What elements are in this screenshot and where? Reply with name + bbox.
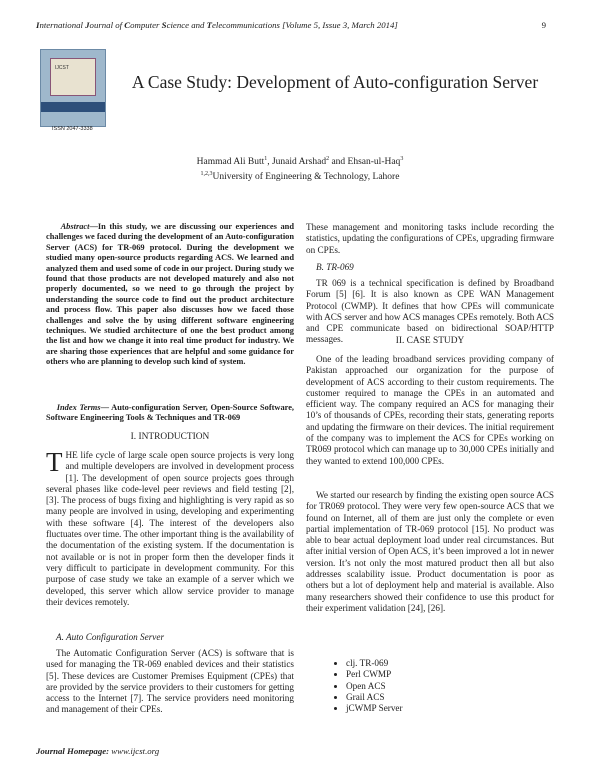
intro-paragraph-text: HE life cycle of large scale open source projects is very long and multiple developers are involved in development process [1]. The development of open source projects goes through several phases like code-level peer reviews and field testing [2], [3]. The process of bugs fixing and highlighting is very rapid as so many people are involved in using, developing and experimenting with these software [4]. The interest of the developers also fluctuates over time. The other important thing is the availability of the documentation of the existing system. If the documentation is not available or is not in proper form then the developer finds it very difficult to participate in development community. For this purpose of case study we take an example of a server which we developed, this server which allow service provider to manage their devices remotely. — [46, 450, 294, 607]
journal-cover-image — [40, 49, 106, 127]
case-study-paragraph-1: One of the leading broadband services providing company of Pakistan approached our organization for the purpose of development of ACS according to their custom requirements. The customer required to manage the CPEs in an automated and efficient way. The company required an ACS for managing their 10’s of thousands of CPEs, recording their stats, generating reports and updating the firmware on their devices. The initial requirement of the company was to implement the ACS for CPEs working on TR069 protocol which can manage up to 30,000 CPEs initially and they wanted to extend 100,000 CPEs. — [306, 354, 554, 466]
list-item: • clj. TR-069 — [346, 658, 554, 669]
footer — [36, 746, 159, 756]
authors: Hammad Ali Butt$^1$, Junaid Arshad$^2$ and Ehsan-ul-Haq$^3$ — [196, 156, 404, 168]
abstract — [46, 222, 294, 368]
abstract-label: Abstract — [60, 222, 90, 231]
list-item: • Perl CWMP — [346, 669, 554, 680]
list-item: • jCWMP Server — [346, 703, 554, 714]
issn: ISSN 2047-3338 — [52, 126, 93, 132]
paper-title: A Case Study: Development of Auto-configuration Server — [131, 72, 539, 92]
subsection-heading-tr069: B. TR-069 — [316, 262, 354, 272]
index-terms — [46, 403, 294, 424]
drop-cap: T — [46, 447, 63, 477]
section-heading-case-study: II. CASE STUDY — [395, 336, 465, 346]
index-terms-label: Index Terms — [56, 403, 101, 412]
subsection-heading-acs: A. Auto Configuration Server — [56, 632, 165, 642]
footer-label: Journal Homepage: — [36, 746, 112, 756]
section-heading-introduction: I. INTRODUCTION — [130, 432, 210, 442]
case-study-paragraph-2: We started our research by finding the existing open source ACS for TR069 protocol. They were very few open-source ACS that we found on Internet, all of them are just only the complete or even partial implementation of TR-069 protocol [15]. No product was able to bear actual deployment load under real circumstances. But after initial version of Open ACS, it’s been improved a lot in newer version. It’s not only the most matured product then all but also addresses scalability issue. Product documentation is poor as others but a lot of deployment help and material is available. Also many researchers showed their confidence to use this product for their experiment validation [24], [26]. — [306, 490, 554, 613]
right-paragraph-continued: These management and monitoring tasks include recording the statistics, updating the configurations of CPEs, upgrading firmware on CPEs. — [306, 222, 554, 255]
list-item: • Grail ACS — [346, 692, 554, 703]
journal-name: International Journal of Computer Science and Telecommunications [Volume 5, Issue 3, March 2014] — [36, 20, 398, 30]
tr069-paragraph: TR 069 is a technical specification is defined by Broadband Forum [5] [6]. It is also known as CPE WAN Management Protocol (CWMP). It defines that how CPEs will communicate with ACS server and how ACS manages CPEs remotely. Both ACS and CPE communicate based on bidirectional SOAP/HTTP messages. — [306, 278, 554, 345]
page-number: 9 — [541, 20, 546, 30]
affiliation: $^{1,2,3}$University of Engineering & Technology, Lahore — [200, 171, 400, 183]
intro-paragraph-1 — [46, 447, 294, 608]
acs-product-list — [306, 658, 554, 714]
intro-paragraph-2: The Automatic Configuration Server (ACS) is software that is used for managing the TR-069 enabled devices and their statistics [5]. These devices are Customer Premises Equipment (CPEs) that are provided by the service providers to their customers for getting access to the Internet [7]. The service providers need monitoring and management of their CPEs. — [46, 648, 294, 715]
cover-label: IJCST — [55, 65, 69, 71]
list-item: • Open ACS — [346, 681, 554, 692]
abstract-text: —In this study, we are discussing our experiences and challenges we faced during the development of an Auto-configuration Server (ACS) for TR-069 protocol. During the development we studied many open-source products regarding ACS. We learned and analyzed them and used some of code in our project. During study we found that those products are not developed maturely and also not properly documented, so we need to go through the project by understanding the source code to find out the product architecture and process flow. This paper also discusses how we faced those challenges and solve the by using different software engineering techniques. We studied architecture of one the best product among the list and how we change it into real time product for industry. We are sharing those experiences that are helpful and some guidance for others who are planning to develop such kind of system. — [46, 222, 294, 367]
index-terms-text: — Auto-configuration Server, Open-Source Software, Software Engineering Tools & Techniques and TR-069 — [46, 403, 295, 423]
running-header — [36, 20, 546, 30]
journal-homepage-link[interactable]: www.ijcst.org — [111, 746, 160, 756]
